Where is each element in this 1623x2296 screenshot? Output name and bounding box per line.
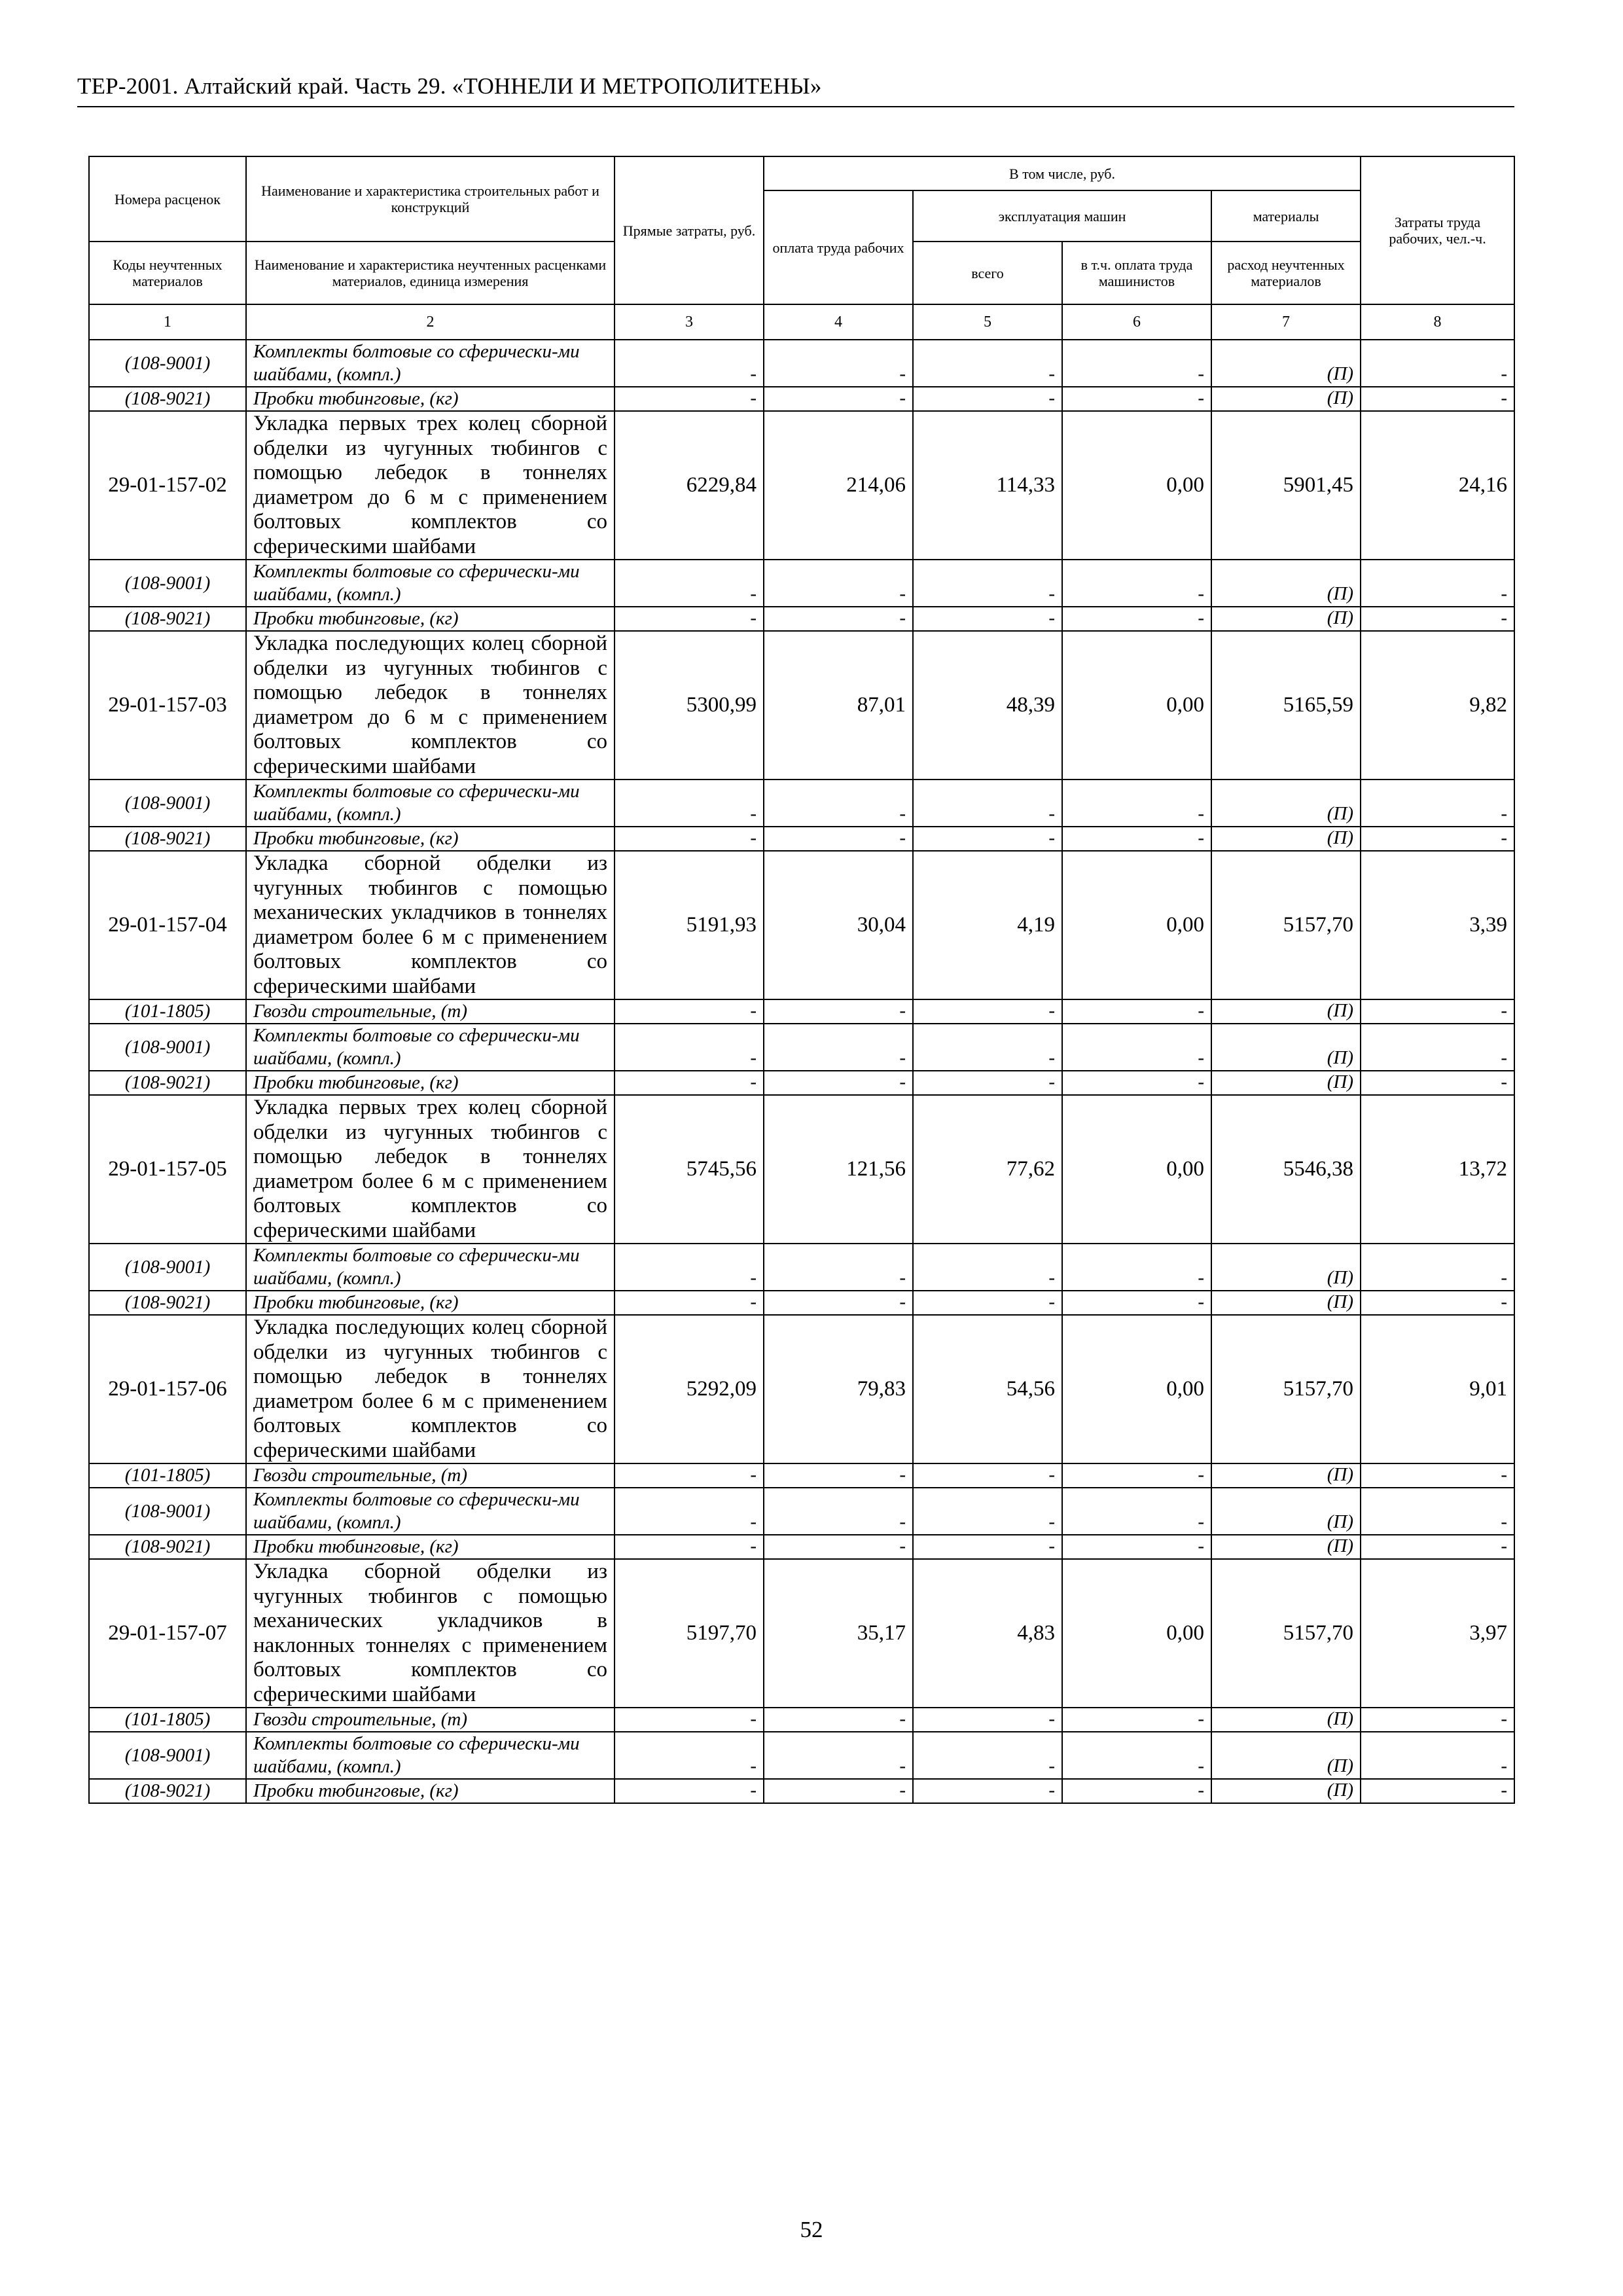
header-work-name: Наименование и характеристика строительных работ и конструкций [246,156,615,242]
running-header: ТЕР-2001. Алтайский край. Часть 29. «ТОННЕЛИ И МЕТРОПОЛИТЕНЫ» [77,73,822,99]
value-c5: 114,33 [913,411,1062,560]
value-c3: - [615,1535,764,1559]
material-description: Комплекты болтовые со сферически-ми шайбами, (компл.) [246,1244,615,1291]
value-c5: - [913,1024,1062,1071]
rate-row [89,851,1514,999]
rate-row [89,631,1514,780]
material-description: Комплекты болтовые со сферически-ми шайбами, (компл.) [246,1732,615,1779]
value-c5: 4,83 [913,1559,1062,1708]
material-row [89,607,1514,631]
rate-row [89,1095,1514,1244]
material-row [89,340,1514,387]
value-c7: (П) [1211,1535,1361,1559]
value-c8: - [1361,1291,1514,1315]
value-c6: - [1062,1708,1211,1732]
material-description: Пробки тюбинговые, (кг) [246,387,615,411]
value-c7: (П) [1211,1708,1361,1732]
material-code: (101-1805) [89,1708,246,1732]
column-number: 4 [764,304,913,340]
value-c5: - [913,1732,1062,1779]
value-c4: - [764,1244,913,1291]
value-c6: - [1062,999,1211,1024]
material-code: (108-9001) [89,1488,246,1535]
value-c7: 5157,70 [1211,1559,1361,1708]
value-c3: - [615,1071,764,1095]
value-c6: 0,00 [1062,411,1211,560]
value-c5: - [913,387,1062,411]
value-c4: - [764,1463,913,1488]
value-c3: - [615,827,764,851]
value-c4: 30,04 [764,851,913,999]
header-material-codes: Коды неучтенных материалов [89,242,246,304]
value-c3: - [615,1024,764,1071]
column-number: 2 [246,304,615,340]
rate-code: 29-01-157-03 [89,631,246,780]
material-description: Комплекты болтовые со сферически-ми шайбами, (компл.) [246,1024,615,1071]
value-c6: 0,00 [1062,631,1211,780]
value-c3: - [615,1244,764,1291]
value-c5: - [913,1244,1062,1291]
material-row [89,1024,1514,1071]
work-description: Укладка последующих колец сборной обделки из чугунных тюбингов с помощью лебедок в тоннелях диаметром более 6 м с применением болтовых комплектов со сферическими шайбами [246,1315,615,1463]
value-c6: - [1062,1779,1211,1803]
material-description: Гвозди строительные, (т) [246,1463,615,1488]
value-c8: - [1361,1244,1514,1291]
value-c4: - [764,1488,913,1535]
material-description: Пробки тюбинговые, (кг) [246,1071,615,1095]
page-number: 52 [800,2217,823,2242]
value-c7: 5165,59 [1211,631,1361,780]
value-c7: (П) [1211,1291,1361,1315]
value-c7: (П) [1211,607,1361,631]
value-c5: - [913,1708,1062,1732]
material-code: (108-9021) [89,1535,246,1559]
value-c3: 5745,56 [615,1095,764,1244]
value-c8: 9,01 [1361,1315,1514,1463]
value-c3: 5300,99 [615,631,764,780]
value-c4: - [764,1291,913,1315]
value-c8: - [1361,560,1514,607]
header-material-consumption: расход неучтенных материалов [1211,242,1361,304]
value-c6: - [1062,1024,1211,1071]
material-row [89,1779,1514,1803]
material-row [89,1463,1514,1488]
value-c3: - [615,1291,764,1315]
value-c6: 0,00 [1062,851,1211,999]
header-worker-pay: оплата труда рабочих [764,190,913,304]
value-c3: 5191,93 [615,851,764,999]
column-number: 7 [1211,304,1361,340]
value-c7: (П) [1211,1463,1361,1488]
value-c8: - [1361,1708,1514,1732]
table-body [89,340,1514,1803]
value-c5: 4,19 [913,851,1062,999]
value-c4: - [764,607,913,631]
column-number: 5 [913,304,1062,340]
value-c4: - [764,1071,913,1095]
value-c6: 0,00 [1062,1095,1211,1244]
value-c5: - [913,780,1062,827]
value-c8: 3,39 [1361,851,1514,999]
value-c8: 9,82 [1361,631,1514,780]
value-c8: - [1361,1488,1514,1535]
value-c3: 6229,84 [615,411,764,560]
rate-row [89,1559,1514,1708]
header-direct-costs: Прямые затраты, руб. [615,156,764,304]
header-material-names: Наименование и характеристика неучтенных расценками материалов, единица измерения [246,242,615,304]
value-c4: - [764,999,913,1024]
header-rate-numbers: Номера расценок [89,156,246,242]
value-c8: - [1361,1071,1514,1095]
value-c6: - [1062,340,1211,387]
material-code: (101-1805) [89,1463,246,1488]
material-code: (108-9001) [89,560,246,607]
value-c8: - [1361,387,1514,411]
value-c8: - [1361,1779,1514,1803]
value-c5: 54,56 [913,1315,1062,1463]
value-c7: (П) [1211,1244,1361,1291]
material-row [89,560,1514,607]
work-description: Укладка сборной обделки из чугунных тюбингов с помощью механических укладчиков в наклонных тоннелях с применением болтовых комплектов со сферическими шайбами [246,1559,615,1708]
material-description: Пробки тюбинговые, (кг) [246,1291,615,1315]
value-c8: - [1361,999,1514,1024]
rate-code: 29-01-157-05 [89,1095,246,1244]
work-description: Укладка сборной обделки из чугунных тюбингов с помощью механических укладчиков в тоннелях диаметром более 6 м с применением болтовых комплектов со сферическими шайбами [246,851,615,999]
value-c6: - [1062,387,1211,411]
material-description: Пробки тюбинговые, (кг) [246,607,615,631]
material-row [89,1535,1514,1559]
value-c8: - [1361,1463,1514,1488]
column-number: 8 [1361,304,1514,340]
material-row [89,1071,1514,1095]
value-c5: - [913,1463,1062,1488]
value-c5: - [913,1291,1062,1315]
value-c5: - [913,1071,1062,1095]
material-code: (108-9001) [89,780,246,827]
header-machines-total: всего [913,242,1062,304]
value-c7: (П) [1211,1779,1361,1803]
material-row [89,1732,1514,1779]
rate-code: 29-01-157-07 [89,1559,246,1708]
material-description: Комплекты болтовые со сферически-ми шайбами, (компл.) [246,560,615,607]
material-description: Гвозди строительные, (т) [246,1708,615,1732]
material-code: (108-9021) [89,1071,246,1095]
value-c8: 3,97 [1361,1559,1514,1708]
material-description: Комплекты болтовые со сферически-ми шайбами, (компл.) [246,1488,615,1535]
value-c4: 121,56 [764,1095,913,1244]
value-c7: (П) [1211,1732,1361,1779]
value-c3: - [615,387,764,411]
value-c3: - [615,1488,764,1535]
value-c3: - [615,999,764,1024]
header-machine-operation: эксплуатация машин [913,190,1211,242]
value-c6: - [1062,607,1211,631]
material-description: Пробки тюбинговые, (кг) [246,827,615,851]
material-code: (108-9021) [89,1291,246,1315]
value-c6: - [1062,1488,1211,1535]
value-c3: - [615,607,764,631]
value-c7: 5157,70 [1211,1315,1361,1463]
material-description: Гвозди строительные, (т) [246,999,615,1024]
value-c8: 13,72 [1361,1095,1514,1244]
value-c6: - [1062,560,1211,607]
rate-row [89,411,1514,560]
rate-code: 29-01-157-02 [89,411,246,560]
value-c6: - [1062,827,1211,851]
header-materials: материалы [1211,190,1361,242]
value-c5: 48,39 [913,631,1062,780]
value-c3: - [615,1732,764,1779]
material-code: (108-9021) [89,607,246,631]
value-c7: (П) [1211,1071,1361,1095]
rate-row [89,1315,1514,1463]
value-c6: - [1062,1291,1211,1315]
value-c8: - [1361,340,1514,387]
value-c6: - [1062,780,1211,827]
value-c8: - [1361,827,1514,851]
value-c4: - [764,1535,913,1559]
value-c6: - [1062,1732,1211,1779]
value-c7: 5157,70 [1211,851,1361,999]
value-c7: (П) [1211,1024,1361,1071]
material-code: (108-9001) [89,1024,246,1071]
value-c7: 5901,45 [1211,411,1361,560]
value-c6: - [1062,1244,1211,1291]
value-c4: - [764,560,913,607]
material-row [89,999,1514,1024]
column-number: 1 [89,304,246,340]
header-rule [77,106,1514,107]
value-c5: - [913,1779,1062,1803]
material-code: (108-9001) [89,1732,246,1779]
value-c3: - [615,340,764,387]
material-description: Пробки тюбинговые, (кг) [246,1535,615,1559]
value-c4: - [764,340,913,387]
value-c8: - [1361,1024,1514,1071]
value-c3: - [615,1708,764,1732]
value-c7: (П) [1211,1488,1361,1535]
value-c8: 24,16 [1361,411,1514,560]
value-c4: 35,17 [764,1559,913,1708]
value-c4: - [764,1708,913,1732]
table-header [89,156,1514,340]
value-c5: - [913,607,1062,631]
work-description: Укладка последующих колец сборной обделки из чугунных тюбингов с помощью лебедок в тоннелях диаметром до 6 м с применением болтовых комплектов со сферическими шайбами [246,631,615,780]
material-row [89,1708,1514,1732]
value-c8: - [1361,1732,1514,1779]
header-operator-pay: в т.ч. оплата труда машинистов [1062,242,1211,304]
value-c7: (П) [1211,999,1361,1024]
material-code: (101-1805) [89,999,246,1024]
material-row [89,387,1514,411]
value-c8: - [1361,780,1514,827]
value-c5: - [913,999,1062,1024]
rate-code: 29-01-157-06 [89,1315,246,1463]
material-row [89,780,1514,827]
value-c5: - [913,1488,1062,1535]
material-row [89,827,1514,851]
value-c7: 5546,38 [1211,1095,1361,1244]
value-c7: (П) [1211,560,1361,607]
rate-code: 29-01-157-04 [89,851,246,999]
value-c4: 87,01 [764,631,913,780]
material-row [89,1291,1514,1315]
column-number: 6 [1062,304,1211,340]
value-c4: - [764,1024,913,1071]
value-c7: (П) [1211,780,1361,827]
value-c4: - [764,827,913,851]
material-description: Пробки тюбинговые, (кг) [246,1779,615,1803]
value-c6: - [1062,1071,1211,1095]
value-c6: 0,00 [1062,1559,1211,1708]
material-code: (108-9021) [89,1779,246,1803]
value-c3: 5197,70 [615,1559,764,1708]
material-code: (108-9001) [89,340,246,387]
value-c7: (П) [1211,340,1361,387]
value-c3: - [615,560,764,607]
material-code: (108-9021) [89,387,246,411]
value-c6: - [1062,1535,1211,1559]
material-row [89,1244,1514,1291]
value-c4: - [764,1732,913,1779]
column-number: 3 [615,304,764,340]
value-c5: 77,62 [913,1095,1062,1244]
value-c8: - [1361,607,1514,631]
value-c5: - [913,827,1062,851]
material-description: Комплекты болтовые со сферически-ми шайбами, (компл.) [246,340,615,387]
value-c3: - [615,1779,764,1803]
value-c7: (П) [1211,387,1361,411]
value-c4: - [764,387,913,411]
rates-table [88,156,1515,1804]
value-c5: - [913,340,1062,387]
work-description: Укладка первых трех колец сборной обделки из чугунных тюбингов с помощью лебедок в тоннелях диаметром до 6 м с применением болтовых комплектов со сферическими шайбами [246,411,615,560]
value-c6: - [1062,1463,1211,1488]
material-code: (108-9021) [89,827,246,851]
header-labor-hours: Затраты труда рабочих, чел.-ч. [1361,156,1514,304]
value-c6: 0,00 [1062,1315,1211,1463]
value-c4: 214,06 [764,411,913,560]
value-c3: - [615,1463,764,1488]
work-description: Укладка первых трех колец сборной обделки из чугунных тюбингов с помощью лебедок в тоннелях диаметром более 6 м с применением болтовых комплектов со сферическими шайбами [246,1095,615,1244]
value-c4: - [764,1779,913,1803]
value-c5: - [913,560,1062,607]
value-c4: 79,83 [764,1315,913,1463]
material-code: (108-9001) [89,1244,246,1291]
material-row [89,1488,1514,1535]
value-c7: (П) [1211,827,1361,851]
material-description: Комплекты болтовые со сферически-ми шайбами, (компл.) [246,780,615,827]
value-c8: - [1361,1535,1514,1559]
value-c5: - [913,1535,1062,1559]
value-c3: 5292,09 [615,1315,764,1463]
value-c4: - [764,780,913,827]
value-c3: - [615,780,764,827]
header-including: В том числе, руб. [764,156,1361,190]
